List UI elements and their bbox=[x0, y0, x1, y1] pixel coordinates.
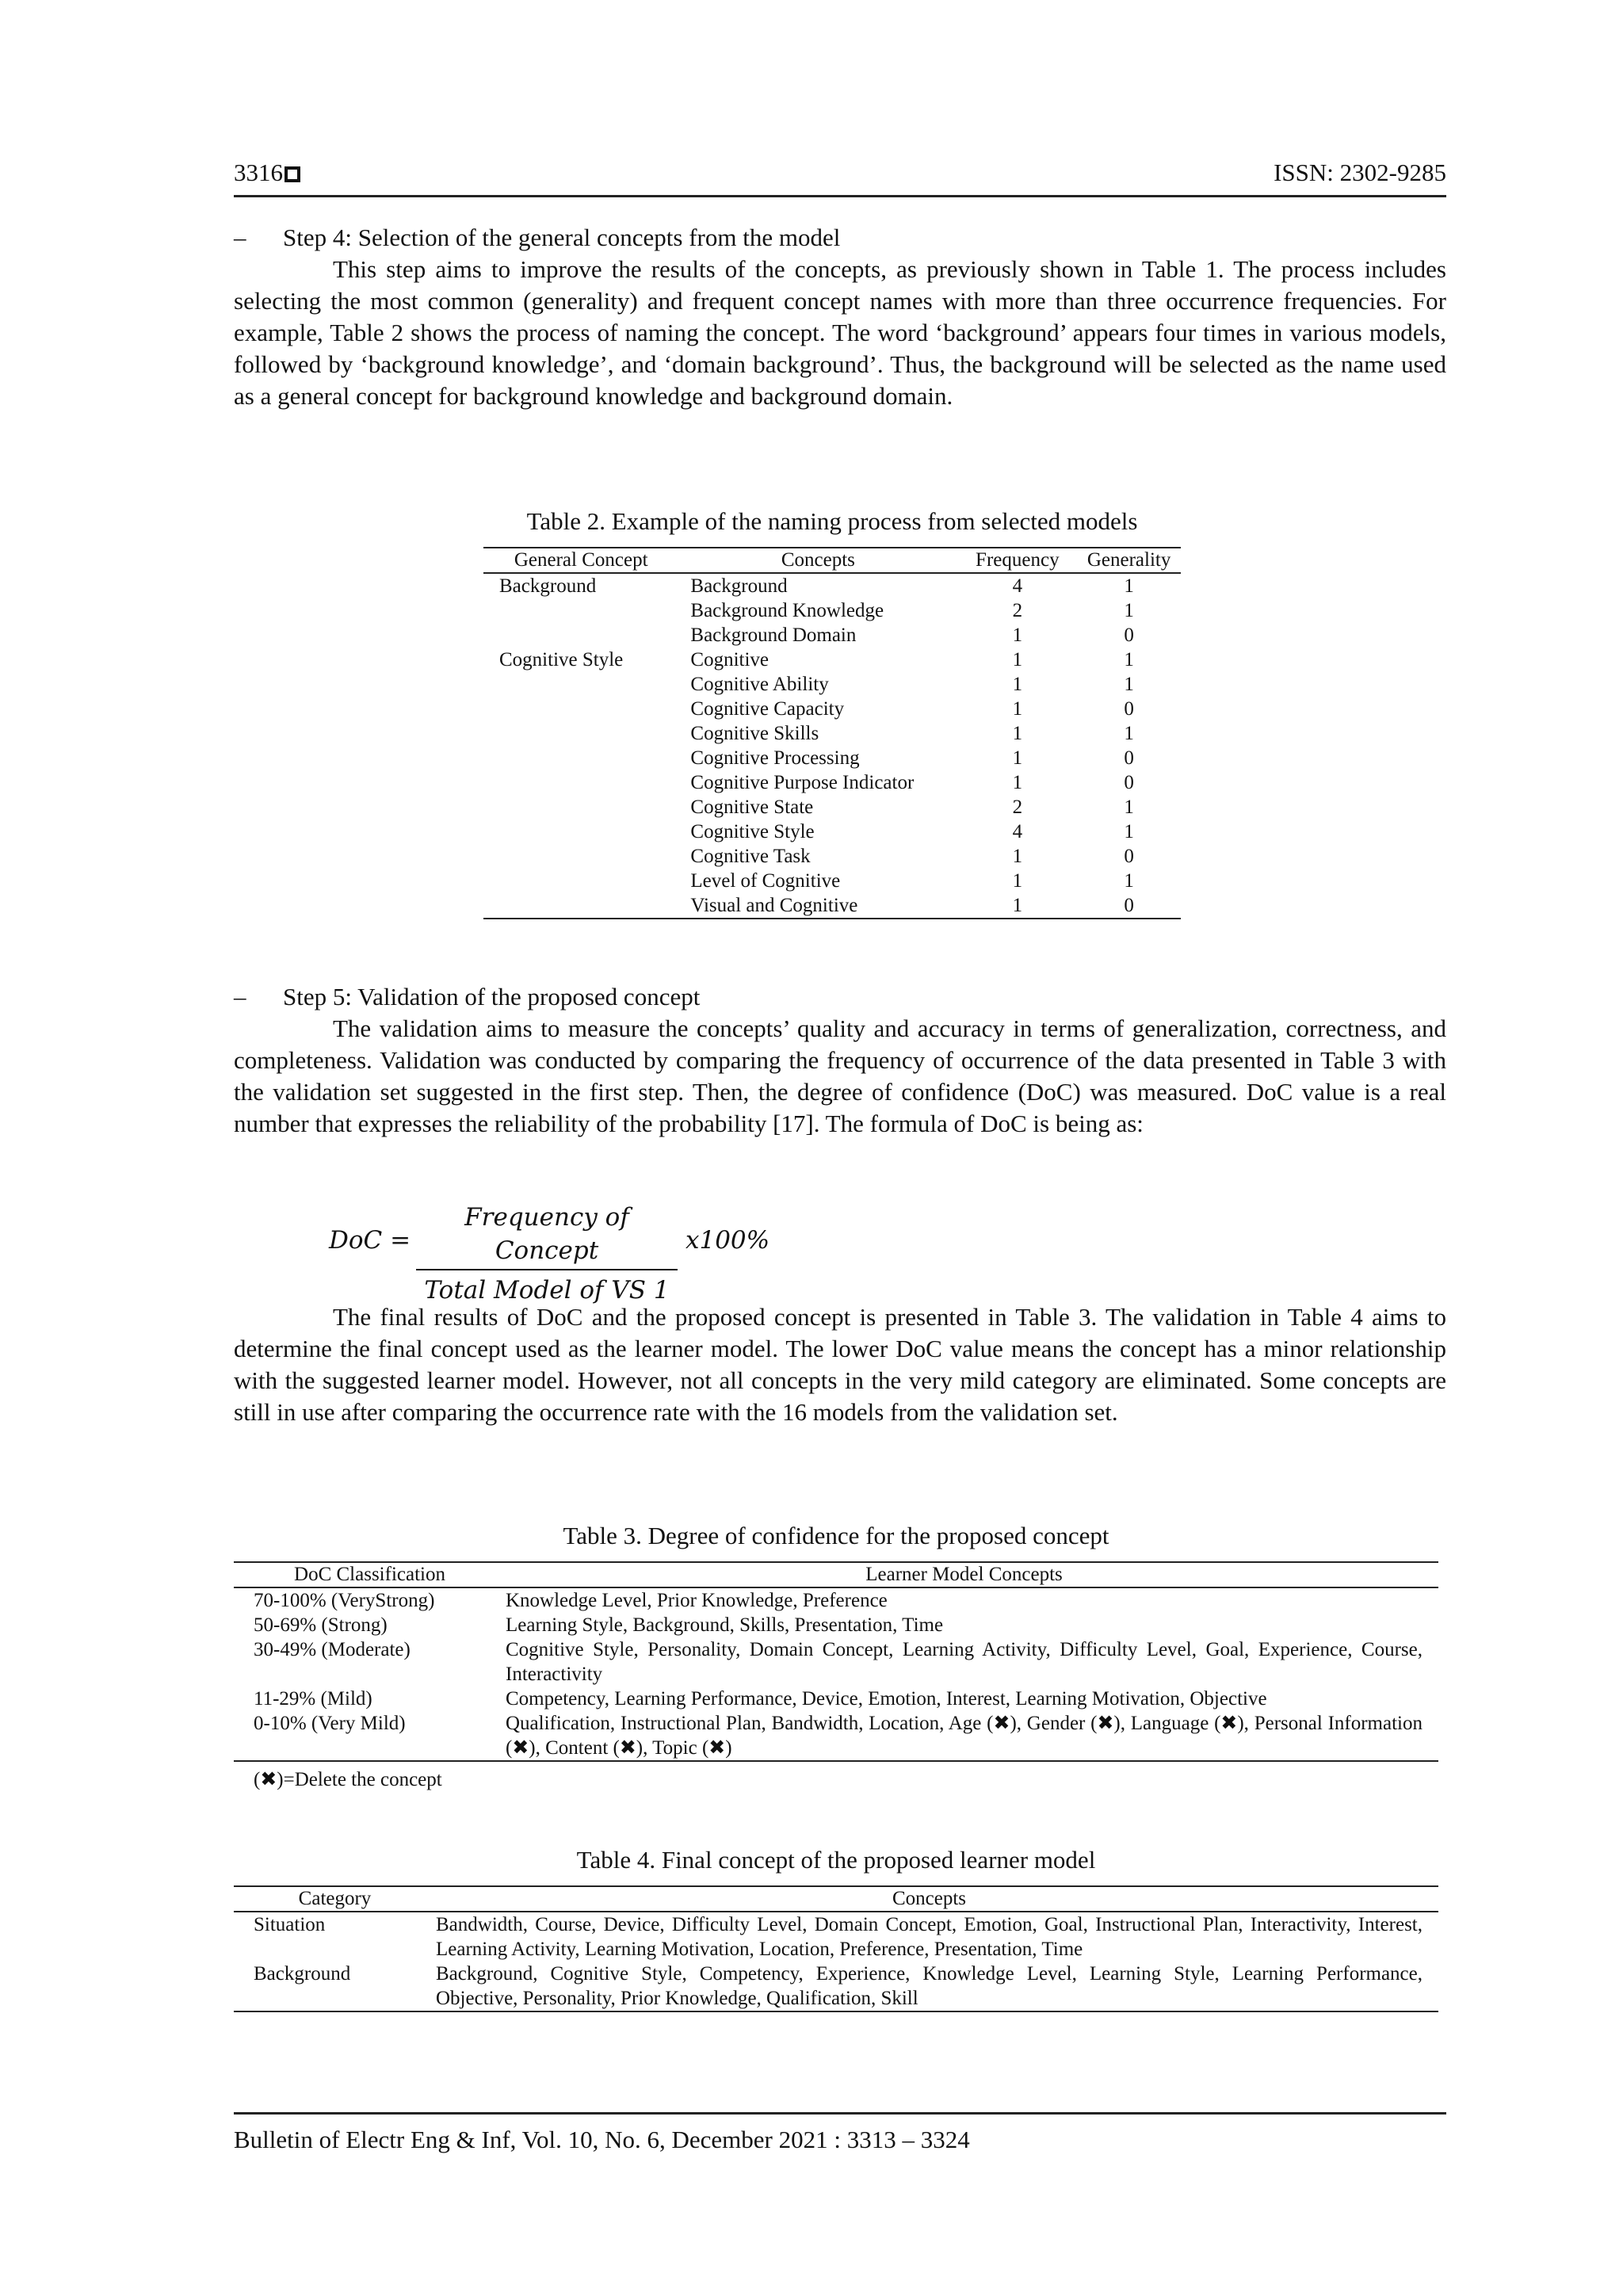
footer-citation: Bulletin of Electr Eng & Inf, Vol. 10, No. 6, December 2021 : 3313 – 3324 bbox=[234, 2126, 970, 2153]
page-number: 3316 bbox=[234, 159, 300, 187]
table-row: 50-69% (Strong) Learning Style, Background, Skills, Presentation, Time bbox=[254, 1614, 944, 1636]
table2 bbox=[483, 547, 1181, 919]
table-row: Cognitive Capacity 1 0 bbox=[690, 698, 1134, 720]
table-row: Cognitive Processing 1 0 bbox=[690, 747, 1134, 769]
step4-title: – Step 4: Selection of the general concepts from the model bbox=[234, 223, 841, 251]
table2-header: Frequency bbox=[957, 548, 1077, 573]
table-row: Cognitive Skills 1 1 bbox=[690, 723, 1134, 744]
table3-footnote: (✖)=Delete the concept bbox=[254, 1769, 442, 1790]
table2-header: Generality bbox=[1077, 548, 1181, 573]
table2-caption: Table 2. Example of the naming process from selected models bbox=[526, 507, 1138, 535]
table-row: 11-29% (Mild) Competency, Learning Performance, Device, Emotion, Interest, Learning Motivation, Objective bbox=[254, 1688, 1267, 1710]
table-row: Background Domain 1 0 bbox=[690, 625, 1134, 646]
table-row: Cognitive Style Cognitive 1 1 bbox=[499, 649, 1134, 670]
table-row: Cognitive State 2 1 bbox=[690, 797, 1134, 818]
page-header bbox=[234, 157, 1446, 197]
table4-header: Concepts bbox=[436, 1886, 1438, 1912]
table3-header: DoC Classification bbox=[234, 1562, 506, 1587]
table-row: 0-10% (Very Mild) Qualification, Instructional Plan, Bandwidth, Location, Age (✖), Gender (✖), Language (✖), Personal Information (✖), Content (✖), Topic (✖) bbox=[254, 1713, 1423, 1759]
table3-caption: Table 3. Degree of confidence for the proposed concept bbox=[563, 1522, 1109, 1549]
formula-rhs: x100% bbox=[685, 1226, 770, 1255]
table-row: 30-49% (Moderate) Cognitive Style, Personality, Domain Concept, Learning Activity, Difficulty Level, Goal, Experience, Course, Interactivity bbox=[254, 1639, 1423, 1685]
formula-lhs: DoC = bbox=[329, 1226, 411, 1255]
page-footer bbox=[234, 2112, 1446, 2154]
table-row: Cognitive Ability 1 1 bbox=[690, 674, 1134, 695]
step5-paragraph: The validation aims to measure the concepts’ quality and accuracy in terms of generalization, correctness, and completeness. Validation was conducted by comparing the frequency of occurrence of the data presented in Table 3 with the validation set suggested in the first step. Then, the degree of confidence (DoC) was measured. DoC value is a real number that expresses the reliability of the probability [17]. The formula of DoC is being as: bbox=[234, 1014, 1446, 1137]
dash-bullet: – bbox=[234, 983, 246, 1010]
step5-title: – Step 5: Validation of the proposed concept bbox=[234, 983, 701, 1010]
table-row: Cognitive Style 4 1 bbox=[690, 821, 1134, 842]
table4 bbox=[234, 1885, 1438, 2012]
table-row: Background Knowledge 2 1 bbox=[690, 600, 1134, 621]
table3-header: Learner Model Concepts bbox=[506, 1562, 1438, 1587]
table-row: Background Background, Cognitive Style, Competency, Experience, Knowledge Level, Learning Style, Learning Performance, Objective, Personality, Prior Knowledge, Qualification, Skill bbox=[254, 1963, 1423, 2009]
doc-formula bbox=[329, 1201, 804, 1305]
results-paragraph: The final results of DoC and the proposed concept is presented in Table 3. The validation in Table 4 aims to determine the final concept used as the learner model. The lower DoC value means the concept has a minor relationship with the suggested learner model. However, not all concepts in the very mild category are eliminated. Some concepts are still in use after comparing the occurrence rate with the 16 models from the validation set. bbox=[234, 1303, 1446, 1426]
step4-paragraph: This step aims to improve the results of the concepts, as previously shown in Table 1. The process includes selecting the most common (generality) and frequent concept names with more than three occurrence frequencies. For example, Table 2 shows the process of naming the concept. The word ‘background’ appears four times in various models, followed by ‘background knowledge’, and ‘domain background’. Thus, the background will be selected as the name used as a general concept for background knowledge and background domain. bbox=[234, 255, 1446, 410]
table-row: Situation Bandwidth, Course, Device, Difficulty Level, Domain Concept, Emotion, Goal, Instructional Plan, Interactivity, Interest, Learning Activity, Learning Motivation, Location, Preference, Presentation, Time bbox=[254, 1914, 1423, 1960]
dash-bullet: – bbox=[234, 223, 246, 251]
formula-fraction bbox=[416, 1201, 678, 1307]
table4-caption: Table 4. Final concept of the proposed learner model bbox=[576, 1846, 1096, 1874]
table-row: Cognitive Purpose Indicator 1 0 bbox=[690, 772, 1134, 793]
table-row: Visual and Cognitive 1 0 bbox=[690, 895, 1134, 916]
formula-numerator: Frequency of Concept bbox=[464, 1203, 629, 1265]
table-row: Background Background 4 1 bbox=[499, 575, 1134, 597]
table2-header: Concepts bbox=[678, 548, 957, 573]
table4-header: Category bbox=[234, 1886, 436, 1912]
table-row: Level of Cognitive 1 1 bbox=[690, 870, 1134, 892]
box-icon bbox=[285, 166, 300, 182]
table3 bbox=[234, 1561, 1438, 1762]
table2-header: General Concept bbox=[483, 548, 678, 573]
fraction-bar bbox=[416, 1269, 678, 1270]
issn: ISSN: 2302-9285 bbox=[1274, 159, 1446, 186]
table-row: Cognitive Task 1 0 bbox=[690, 846, 1134, 867]
formula-denominator: Total Model of VS 1 bbox=[424, 1276, 670, 1305]
table-row: 70-100% (VeryStrong) Knowledge Level, Prior Knowledge, Preference bbox=[254, 1590, 888, 1611]
